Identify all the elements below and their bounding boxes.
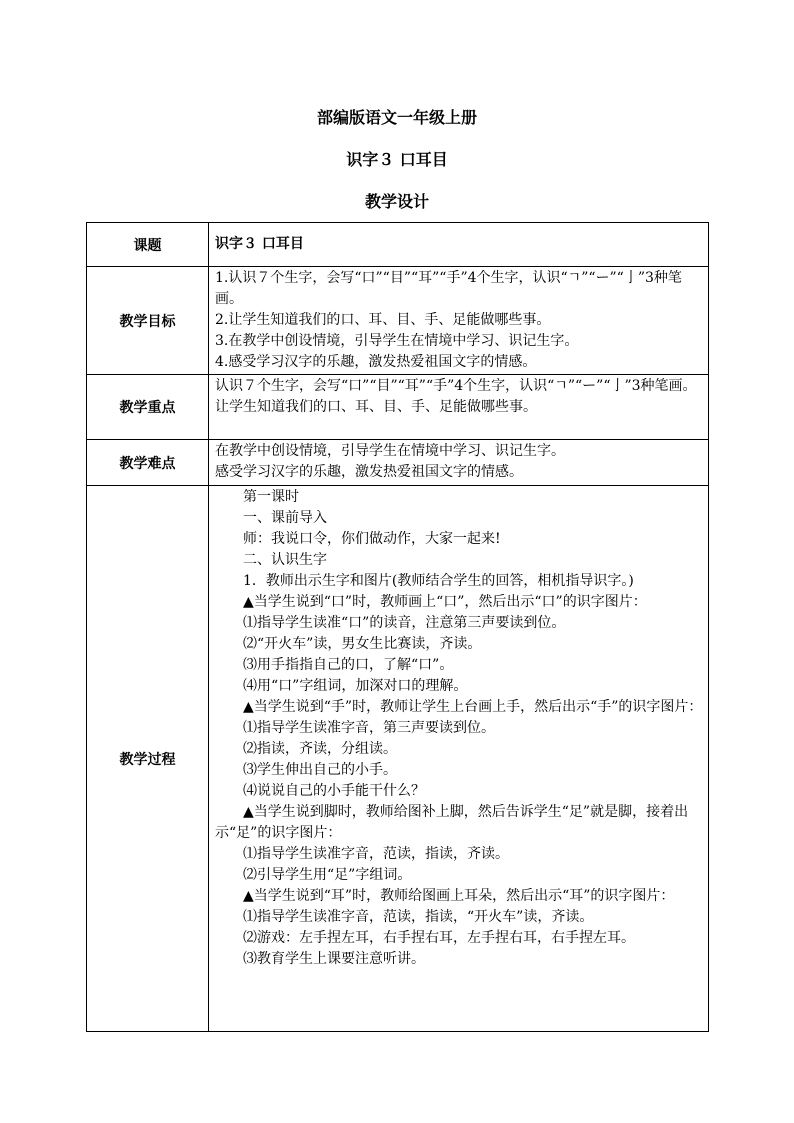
key-points-row bbox=[87, 375, 709, 440]
topic-label: 课题 bbox=[87, 223, 209, 267]
topic-row bbox=[87, 223, 709, 267]
process-line: ⑴指导学生读准“口”的读音，注意第三声要读到位。 bbox=[243, 615, 566, 631]
topic-value: 识字３ 口耳目 bbox=[209, 223, 709, 267]
key-points-content bbox=[209, 375, 709, 440]
key-points-label: 教学重点 bbox=[87, 375, 209, 440]
difficulties-content bbox=[209, 440, 709, 486]
process-line: ⑵指读，齐读，分组读。 bbox=[243, 741, 397, 757]
difficulties-row bbox=[87, 440, 709, 486]
process-line: ⑶教育学生上课要注意听讲。 bbox=[243, 951, 425, 967]
process-line: 1．教师出示生字和图片(教师结合学生的回答，相机指导识字。) bbox=[243, 573, 634, 589]
goal-item: 2.让学生知道我们的口、耳、目、手、足能做哪些事。 bbox=[215, 312, 551, 328]
process-line: ▲当学生说到“手”时，教师让学生上台画上手，然后出示“手”的识字图片： bbox=[243, 699, 703, 715]
key-point-item: 认识７个生字，会写“口”“目”“耳”“手”4个生字，认识“ㄱ”“ー”“亅”3种笔画。 bbox=[215, 378, 697, 394]
difficulty-item: 在教学中创设情境，引导学生在情境中学习、识记生字。 bbox=[215, 443, 565, 459]
process-line: 第一课时 bbox=[243, 489, 299, 505]
process-line: 师：我说口令，你们做动作，大家一起来! bbox=[243, 531, 501, 547]
key-point-item: 让学生知道我们的口、耳、目、手、足能做哪些事。 bbox=[215, 399, 537, 415]
process-row bbox=[87, 486, 709, 1032]
process-line: ⑷说说自己的小手能干什么？ bbox=[243, 783, 425, 799]
document-title: 部编版语文一年级上册 bbox=[316, 108, 477, 127]
process-line: ⑴指导学生读准字音，范读，指读，齐读。 bbox=[243, 846, 509, 862]
process-label: 教学过程 bbox=[87, 486, 209, 1032]
process-line: ⑶用手指指自己的口，了解“口”。 bbox=[243, 657, 454, 673]
goal-item: 4.感受学习汉字的乐趣，激发热爱祖国文字的情感。 bbox=[215, 354, 537, 370]
difficulties-label: 教学难点 bbox=[87, 440, 209, 486]
goals-content bbox=[209, 267, 709, 375]
process-line: ⑵引导学生用“足”字组词。 bbox=[243, 867, 412, 883]
process-line: 一、课前导入 bbox=[243, 510, 327, 526]
process-line: ⑴指导学生读准字音，范读，指读，“开火车”读，齐读。 bbox=[243, 909, 594, 925]
goal-item: 1.认识７个生字，会写“口”“目”“耳”“手”4个生字，认识“ㄱ”“ー”“亅”3种笔画。 bbox=[215, 270, 682, 307]
process-line: ▲当学生说到“口”时，教师画上“口”，然后出示“口”的识字图片： bbox=[243, 594, 647, 610]
goals-label: 教学目标 bbox=[87, 267, 209, 375]
process-line: ▲当学生说到脚时，教师给图补上脚，然后告诉学生“足”就是脚，接着出示“足”的识字图片： bbox=[215, 804, 689, 841]
lesson-plan-table bbox=[86, 222, 709, 1032]
process-line: ⑷用“口”字组词，加深对口的理解。 bbox=[243, 678, 468, 694]
lesson-title: 识字３ 口耳目 bbox=[346, 150, 448, 169]
process-line: ⑶学生伸出自己的小手。 bbox=[243, 762, 397, 778]
process-line: ▲当学生说到“耳”时，教师给图画上耳朵，然后出示“耳”的识字图片： bbox=[243, 888, 675, 904]
design-title: 教学设计 bbox=[364, 192, 429, 211]
difficulty-item: 感受学习汉字的乐趣，激发热爱祖国文字的情感。 bbox=[215, 464, 523, 480]
process-line: ⑵“开火车”读，男女生比赛读，齐读。 bbox=[243, 636, 482, 652]
goals-row bbox=[87, 267, 709, 375]
process-content bbox=[209, 486, 709, 1032]
process-line: ⑵游戏：左手捏左耳，右手捏右耳，左手捏右耳，右手捏左耳。 bbox=[243, 930, 635, 946]
goal-item: 3.在教学中创设情境，引导学生在情境中学习、识记生字。 bbox=[215, 333, 579, 349]
process-line: ⑴指导学生读准字音，第三声要读到位。 bbox=[243, 720, 495, 736]
process-line: 二、认识生字 bbox=[243, 552, 327, 568]
